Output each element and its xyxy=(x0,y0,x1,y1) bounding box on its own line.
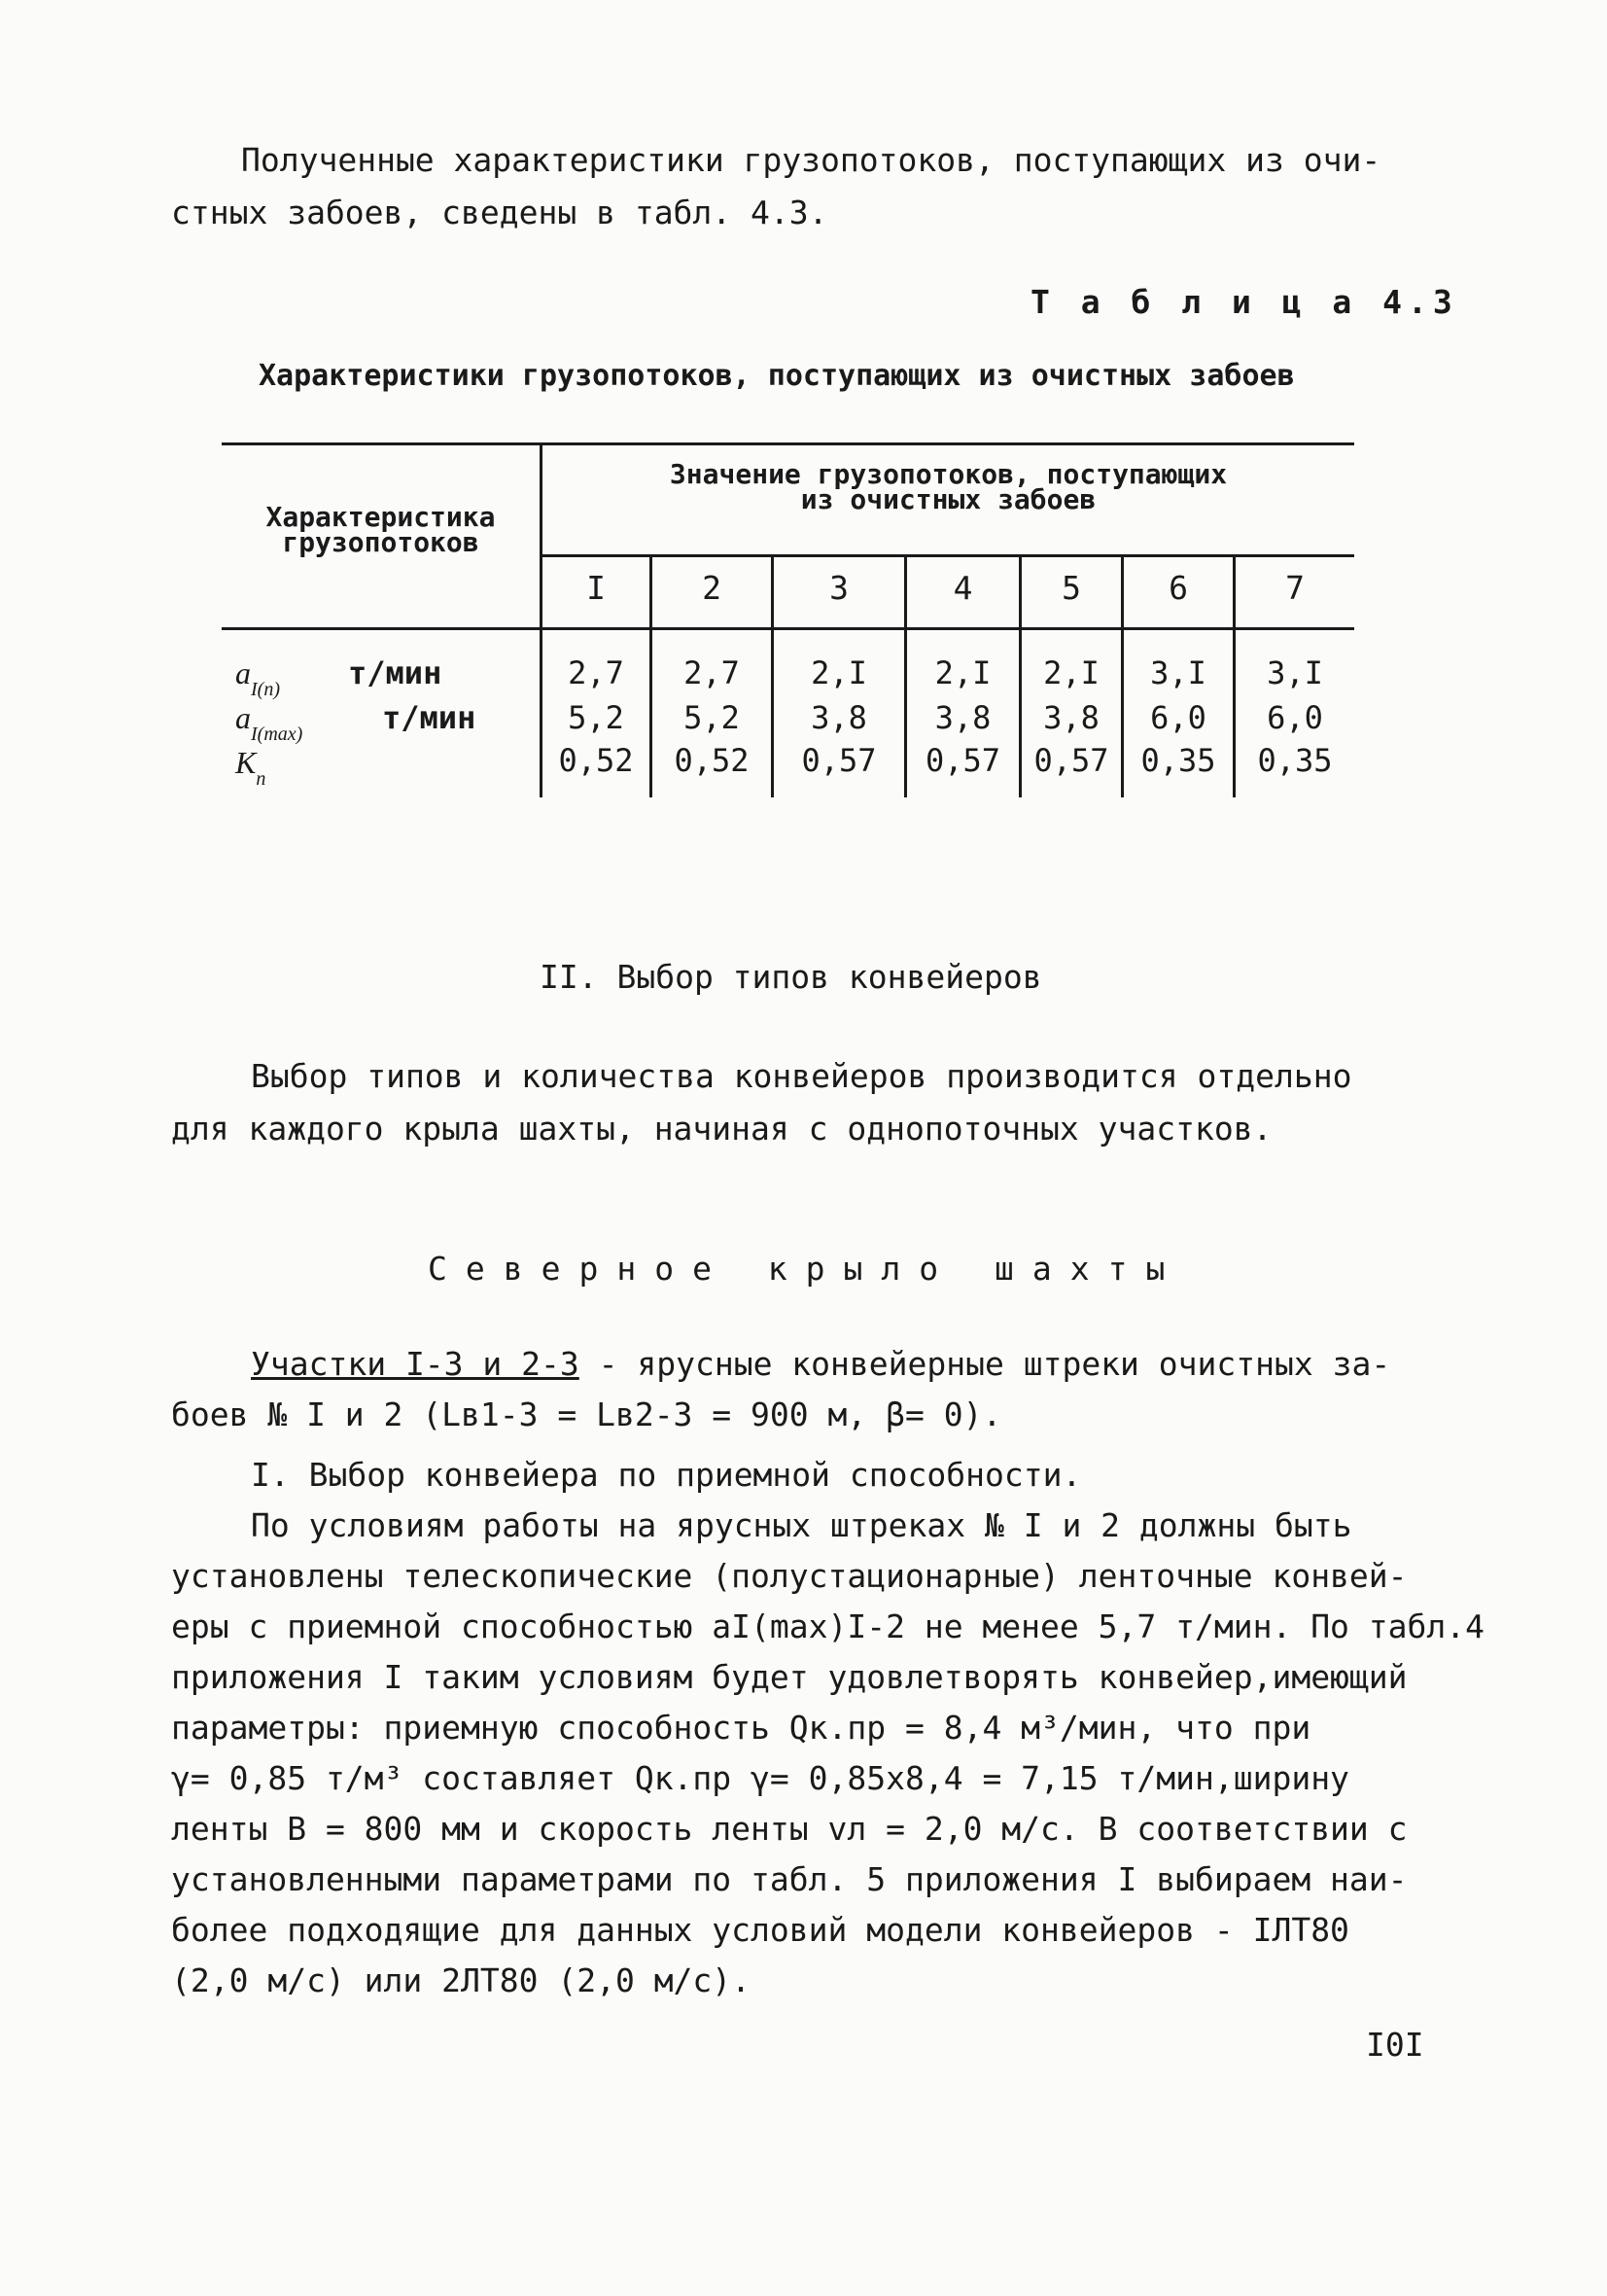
r1-c2: 2,7 xyxy=(683,654,740,691)
table-rule-header xyxy=(222,627,1354,630)
row-label-1 xyxy=(235,654,280,700)
r3-c5: 0,57 xyxy=(1033,742,1109,779)
row-2-subscript: I(max) xyxy=(251,724,303,745)
row-3-subscript: п xyxy=(256,768,266,790)
col-head-7: 7 xyxy=(1285,569,1305,607)
body-line-9: γ= 0,85 т/м³ составляет Qк.пр γ= 0,85x8,4 = 7,15 т/мин,ширину xyxy=(171,1759,1349,1797)
body-line-5: установлены телескопические (полустационарные) ленточные конвей- xyxy=(171,1557,1408,1595)
row-label-2 xyxy=(235,699,303,745)
row-1-subscript: I(п) xyxy=(251,679,280,700)
row-2-unit: т/мин xyxy=(382,699,476,736)
row-label-3 xyxy=(235,744,266,790)
r2-c4: 3,8 xyxy=(934,699,992,736)
col-head-2: 2 xyxy=(702,569,721,607)
row-3-symbol: K xyxy=(235,745,257,780)
r3-c2: 0,52 xyxy=(674,742,750,779)
col-head-4: 4 xyxy=(953,569,973,607)
header-characteristic-2: грузопотоков xyxy=(282,526,479,558)
body-line-7: приложения I таким условиям будет удовлетворять конвейер,имеющий xyxy=(171,1658,1408,1696)
r2-c5: 3,8 xyxy=(1043,699,1100,736)
r3-c6: 0,35 xyxy=(1140,742,1216,779)
r2-c1: 5,2 xyxy=(568,699,624,736)
body-line-13: (2,0 м/с) или 2ЛТ80 (2,0 м/с). xyxy=(171,1961,751,1999)
r1-c1: 2,7 xyxy=(568,654,624,691)
r2-c3: 3,8 xyxy=(811,699,867,736)
body-line-6: еры с приемной способностью aI(max)I-2 не менее 5,7 т/мин. По табл.4 xyxy=(171,1607,1485,1645)
body-line-2: боев № I и 2 (Lв1-3 = Lв2-3 = 900 м, β= 0). xyxy=(171,1395,1002,1433)
table-caption: Характеристики грузопотоков, поступающих из очистных забоев xyxy=(259,359,1295,393)
r2-c6: 6,0 xyxy=(1150,699,1206,736)
body-line-11: установленными параметрами по табл. 5 приложения I выбираем наи- xyxy=(171,1860,1408,1898)
table-label: Т а б л и ц а 4.3 xyxy=(1031,283,1458,321)
r1-c7: 3,I xyxy=(1267,654,1323,691)
intro-line-2: стных забоев, сведены в табл. 4.3. xyxy=(171,194,828,231)
body-line-3: I. Выбор конвейера по приемной способности. xyxy=(251,1456,1082,1494)
section-para-line-2: для каждого крыла шахты, начиная с однопоточных участков. xyxy=(171,1110,1273,1148)
col-head-6: 6 xyxy=(1169,569,1188,607)
r3-c3: 0,57 xyxy=(801,742,877,779)
r1-c3: 2,I xyxy=(811,654,867,691)
row-1-symbol: a xyxy=(235,655,251,690)
header-characteristic-1: Характеристика xyxy=(265,501,496,533)
body-line-4: По условиям работы на ярусных штреках № I и 2 должны быть xyxy=(251,1506,1352,1544)
col-head-3: 3 xyxy=(829,569,849,607)
header-group-2: из очистных забоев xyxy=(800,483,1097,515)
table-rule-top xyxy=(222,442,1354,445)
data-table xyxy=(222,442,1359,802)
r3-c1: 0,52 xyxy=(558,742,634,779)
intro-line-1: Полученные характеристики грузопотоков, поступающих из очи- xyxy=(241,141,1381,179)
header-group-1: Значение грузопотоков, поступающих xyxy=(669,458,1228,490)
page-number: I0I xyxy=(1366,2026,1424,2064)
body-line-1 xyxy=(251,1340,1390,1389)
r1-c5: 2,I xyxy=(1043,654,1100,691)
body-line-12: более подходящие для данных условий модели конвейеров - IЛТ80 xyxy=(171,1911,1349,1949)
section-para-line-1: Выбор типов и количества конвейеров производится отдельно xyxy=(251,1057,1352,1095)
sections-underlined: Участки I-3 и 2-3 xyxy=(251,1345,579,1383)
r1-c6: 3,I xyxy=(1150,654,1206,691)
row-2-symbol: a xyxy=(235,700,251,735)
body-line-1-rest: - ярусные конвейерные штреки очистных за- xyxy=(578,1345,1391,1383)
body-line-10: ленты B = 800 мм и скорость ленты vл = 2,0 м/с. В соответствии с xyxy=(171,1810,1408,1848)
wing-heading: Северное крыло шахты xyxy=(428,1250,1184,1288)
r2-c7: 6,0 xyxy=(1267,699,1323,736)
r2-c2: 5,2 xyxy=(683,699,740,736)
body-line-8: параметры: приемную способность Qк.пр = 8,4 м³/мин, что при xyxy=(171,1709,1311,1747)
r3-c4: 0,57 xyxy=(925,742,1001,779)
r1-c4: 2,I xyxy=(934,654,992,691)
col-head-1: I xyxy=(586,569,606,607)
section-heading: II. Выбор типов конвейеров xyxy=(540,958,1042,996)
row-1-unit: т/мин xyxy=(348,654,442,691)
r3-c7: 0,35 xyxy=(1257,742,1333,779)
col-head-5: 5 xyxy=(1062,569,1081,607)
